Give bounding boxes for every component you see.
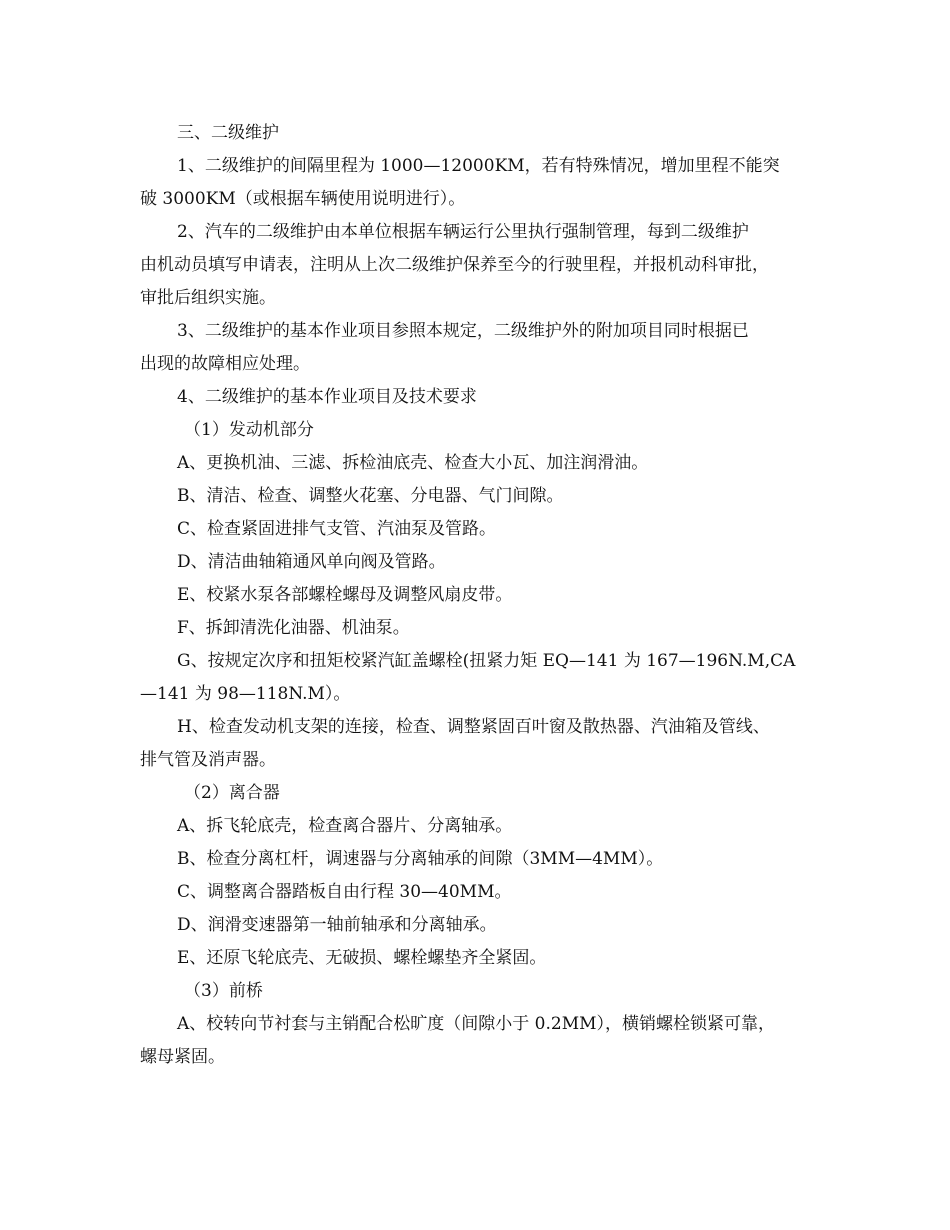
text-line: 三、二级维护	[177, 123, 279, 143]
text-line: （1）发动机部分	[184, 420, 314, 440]
text-line: B、清洁、检查、调整火花塞、分电器、气门间隙。	[177, 486, 564, 506]
text-line: D、清洁曲轴箱通风单向阀及管路。	[177, 552, 446, 572]
text-line: H、检查发动机支架的连接，检查、调整紧固百叶窗及散热器、汽油箱及管线、	[177, 717, 770, 737]
text-line: A、校转向节衬套与主销配合松旷度（间隙小于 0.2MM），横销螺栓锁紧可靠，	[177, 1014, 776, 1034]
paragraph-item-3	[140, 315, 820, 381]
paragraph-item-4	[140, 381, 820, 414]
text-line: D、润滑变速器第一轴前轴承和分离轴承。	[177, 915, 497, 935]
subsection-engine	[140, 414, 820, 447]
text-line: 4、二级维护的基本作业项目及技术要求	[177, 387, 477, 407]
text-line: 1、二级维护的间隔里程为 1000—12000KM，若有特殊情况，增加里程不能突	[177, 156, 780, 176]
document-body	[140, 117, 820, 1074]
list-item-engine-e	[140, 579, 820, 612]
subsection-front-axle	[140, 975, 820, 1008]
list-item-clutch-b	[140, 843, 820, 876]
text-line: C、调整离合器踏板自由行程 30—40MM。	[177, 882, 512, 902]
list-item-engine-b	[140, 480, 820, 513]
section-heading	[140, 117, 820, 150]
list-item-clutch-e	[140, 942, 820, 975]
list-item-engine-f	[140, 612, 820, 645]
text-line: （3）前桥	[184, 981, 263, 1001]
list-item-engine-a	[140, 447, 820, 480]
paragraph-item-2	[140, 216, 820, 315]
text-line: 螺母紧固。	[140, 1047, 225, 1067]
text-line: （2）离合器	[184, 783, 280, 803]
text-line: 排气管及消声器。	[140, 750, 276, 770]
list-item-engine-g	[140, 645, 820, 711]
text-line: 3、二级维护的基本作业项目参照本规定，二级维护外的附加项目同时根据已	[177, 321, 749, 341]
text-line: E、还原飞轮底壳、无破损、螺栓螺垫齐全紧固。	[177, 948, 547, 968]
text-line: C、检查紧固进排气支管、汽油泵及管路。	[177, 519, 497, 539]
text-line: 出现的故障相应处理。	[140, 354, 310, 374]
text-line: A、拆飞轮底壳，检查离合器片、分离轴承。	[177, 816, 513, 836]
list-item-clutch-c	[140, 876, 820, 909]
subsection-clutch	[140, 777, 820, 810]
text-line: 由机动员填写申请表，注明从上次二级维护保养至今的行驶里程，并报机动科审批，	[140, 255, 769, 275]
list-item-clutch-d	[140, 909, 820, 942]
list-item-engine-h	[140, 711, 820, 777]
list-item-clutch-a	[140, 810, 820, 843]
text-line: —141 为 98—118N.M）。	[140, 684, 351, 704]
paragraph-item-1	[140, 150, 820, 216]
text-line: B、检查分离杠杆，调速器与分离轴承的间隙（3MM—4MM）。	[177, 849, 664, 869]
text-line: E、校紧水泵各部螺栓螺母及调整风扇皮带。	[177, 585, 513, 605]
text-line: A、更换机油、三滤、拆检油底壳、检查大小瓦、加注润滑油。	[177, 453, 649, 473]
list-item-engine-d	[140, 546, 820, 579]
list-item-front-axle-a	[140, 1008, 820, 1074]
text-line: F、拆卸清洗化油器、机油泵。	[177, 618, 410, 638]
text-line: 2、汽车的二级维护由本单位根据车辆运行公里执行强制管理，每到二级维护	[177, 222, 749, 242]
text-line: 破 3000KM（或根据车辆使用说明进行）。	[140, 189, 466, 209]
text-line: G、按规定次序和扭矩校紧汽缸盖螺栓(扭紧力矩 EQ—141 为 167—196N.M,CA	[177, 651, 796, 671]
list-item-engine-c	[140, 513, 820, 546]
text-line: 审批后组织实施。	[140, 288, 276, 308]
